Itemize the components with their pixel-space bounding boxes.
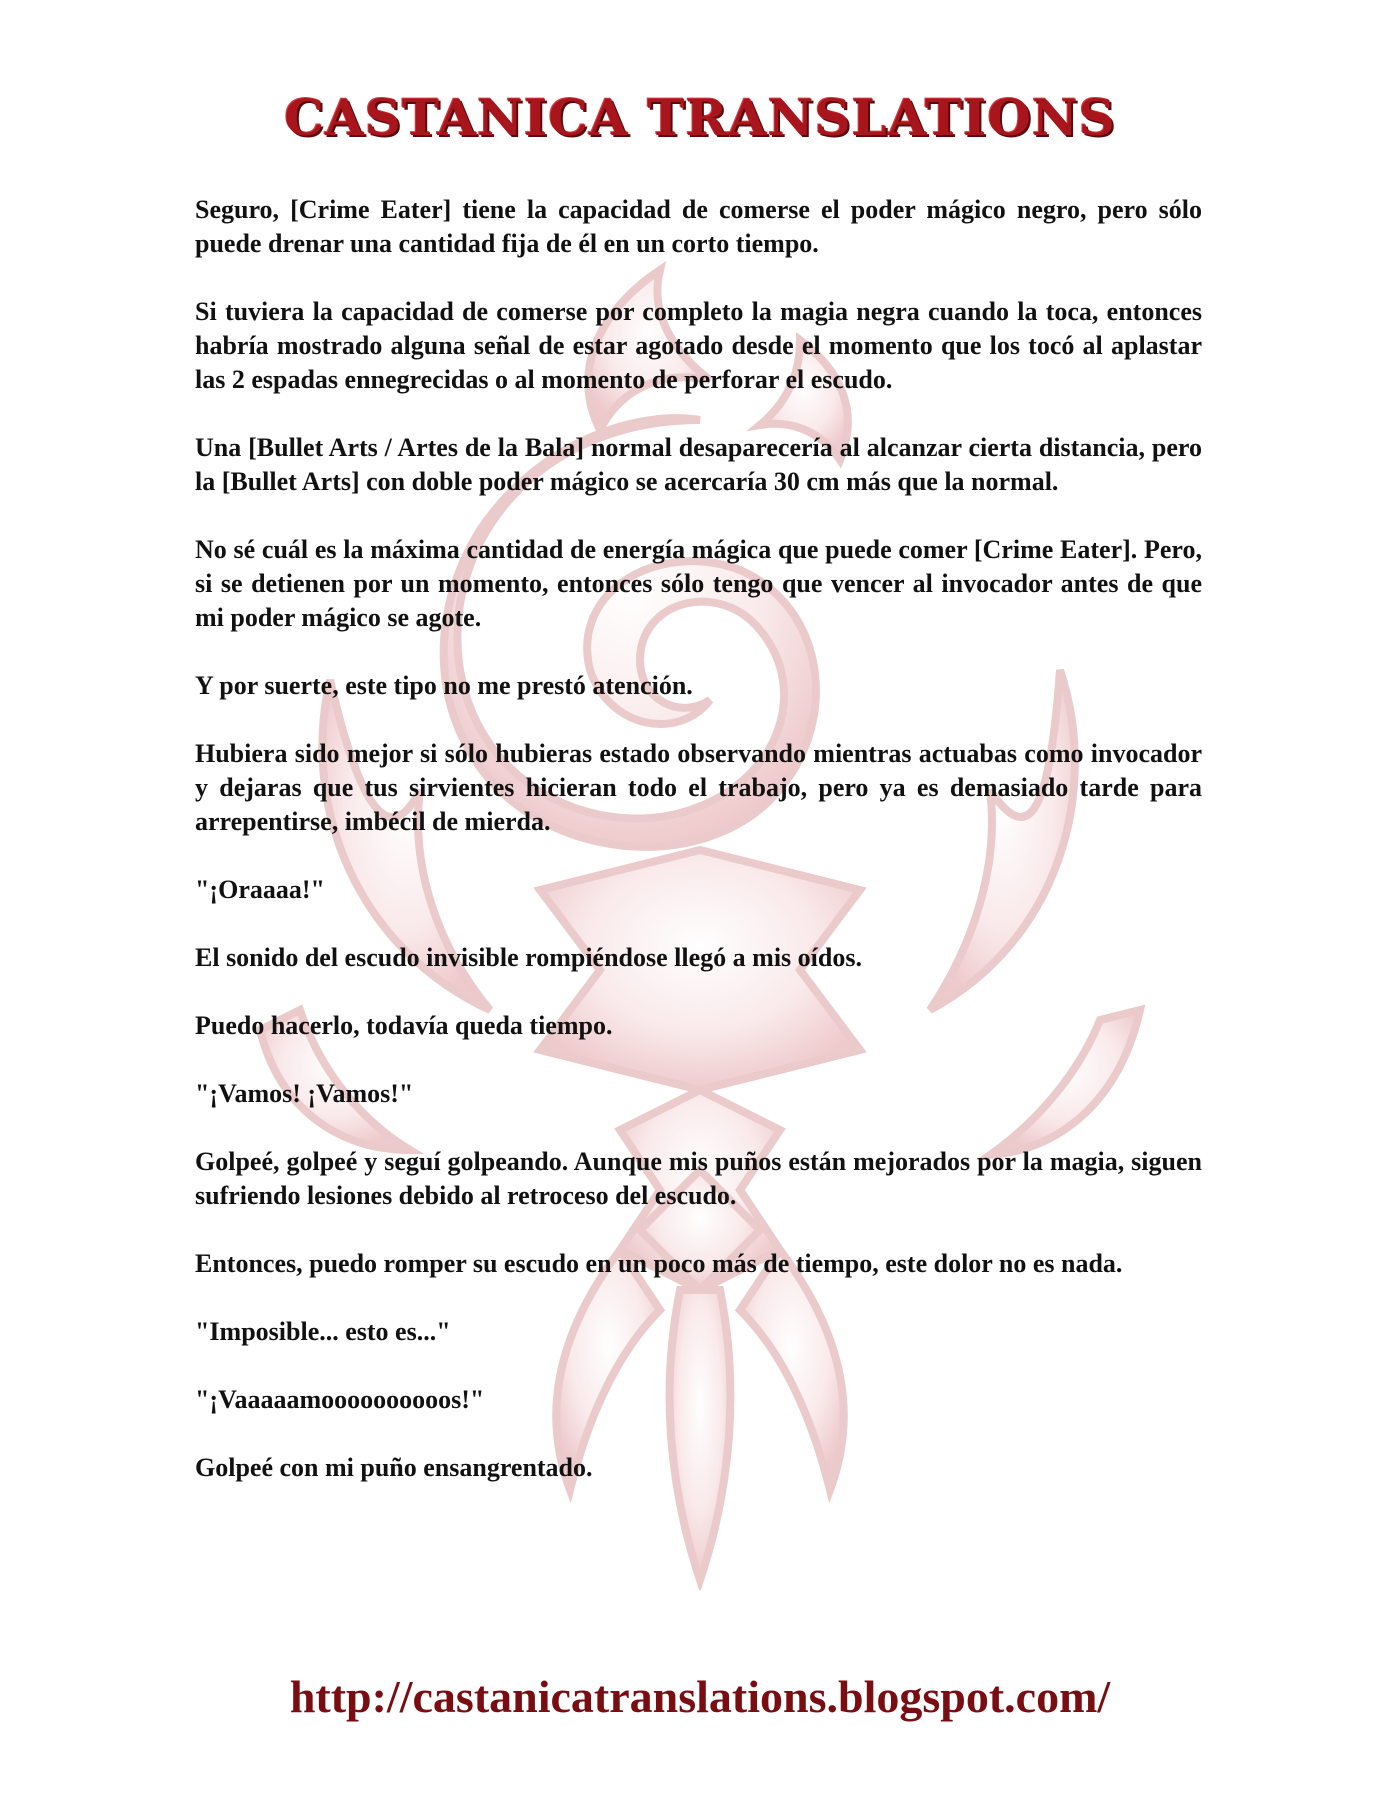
paragraph: No sé cuál es la máxima cantidad de energía mágica que puede comer [Crime Eater]. Pero, si se detienen por un momento, entonces sólo tengo que vencer al invocador antes de que mi poder mágico se agote. <box>195 535 1202 632</box>
paragraph: Una [Bullet Arts / Artes de la Bala] normal desaparecería al alcanzar cierta distancia, pero la [Bullet Arts] con doble poder mágico se acercaría 30 cm más que la normal. <box>195 433 1202 496</box>
paragraph: Hubiera sido mejor si sólo hubieras estado observando mientras actuabas como invocador y dejaras que tus sirvientes hicieran todo el trabajo, pero ya es demasiado tarde para arrepentirse, imbécil de mierda. <box>195 739 1202 836</box>
paragraph: Golpeé, golpeé y seguí golpeando. Aunque mis puños están mejorados por la magia, siguen sufriendo lesiones debido al retroceso del escudo. <box>195 1147 1202 1210</box>
paragraph: Puedo hacerlo, todavía queda tiempo. <box>195 1011 613 1040</box>
paragraph: Y por suerte, este tipo no me prestó atención. <box>195 671 693 700</box>
page-title: CASTANICA TRANSLATIONS <box>284 88 1116 147</box>
paragraph: El sonido del escudo invisible rompiéndose llegó a mis oídos. <box>195 943 862 972</box>
paragraph: Seguro, [Crime Eater] tiene la capacidad de comerse el poder mágico negro, pero sólo puede drenar una cantidad fija de él en un corto tiempo. <box>195 195 1202 258</box>
paragraph: Golpeé con mi puño ensangrentado. <box>195 1453 593 1482</box>
dialogue-line: "¡Oraaaa!" <box>195 875 325 904</box>
dialogue-line: "¡Vamos! ¡Vamos!" <box>195 1079 414 1108</box>
dialogue-line: "¡Vaaaaamoooooooooos!" <box>195 1385 485 1414</box>
dialogue-line: "Imposible... esto es..." <box>195 1317 451 1346</box>
paragraph: Si tuviera la capacidad de comerse por completo la magia negra cuando la toca, entonces habría mostrado alguna señal de estar agotado desde el momento que los tocó al aplastar las 2 espadas ennegrecidas o al momento de perforar el escudo. <box>195 297 1202 394</box>
paragraph: Entonces, puedo romper su escudo en un poco más de tiempo, este dolor no es nada. <box>195 1249 1123 1278</box>
story-body <box>195 193 1202 1519</box>
footer-link[interactable]: http://castanicatranslations.blogspot.com/ <box>289 1671 1111 1722</box>
